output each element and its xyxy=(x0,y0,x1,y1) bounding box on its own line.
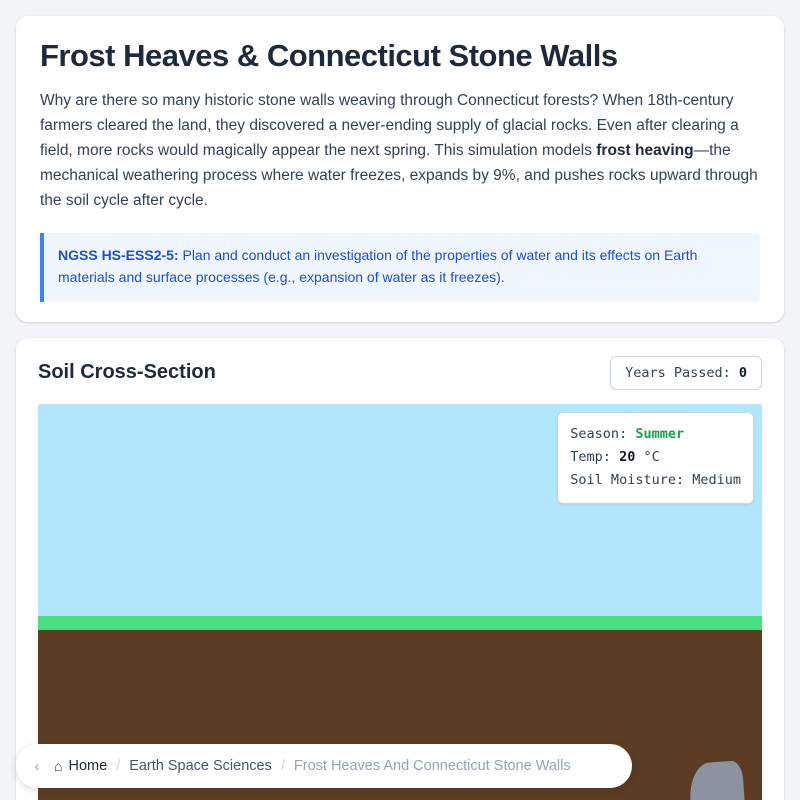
breadcrumb xyxy=(16,744,632,788)
years-passed-value: 0 xyxy=(738,364,747,381)
season-row xyxy=(570,423,741,446)
season-value: Summer xyxy=(635,425,685,442)
soil-moisture-label: Soil Moisture: xyxy=(570,472,693,488)
intro-text-part1: Why are there so many historic stone walls weaving through Connecticut forests? When 18th-century farmers cleared the land, they discovered a never-ending supply of glacial rocks. Even after clearing a field, more rocks would magically appear the next spring. This simulation models xyxy=(40,91,739,159)
breadcrumb-separator-2: / xyxy=(280,758,285,774)
rock-boulder xyxy=(688,760,746,800)
breadcrumb-home-label: Home xyxy=(68,758,108,774)
breadcrumb-item-home[interactable] xyxy=(54,758,107,774)
breadcrumb-separator-1: / xyxy=(116,758,121,774)
ngss-standard-box xyxy=(40,233,760,301)
intro-paragraph xyxy=(40,88,760,214)
home-icon: ⌂ xyxy=(54,758,63,774)
simulation-card xyxy=(16,338,784,800)
soil-moisture-row xyxy=(570,469,741,492)
ngss-label: NGSS HS-ESS2-5: xyxy=(58,247,179,264)
season-label: Season: xyxy=(570,425,636,442)
back-chevron-icon[interactable]: ‹ xyxy=(34,757,40,775)
breadcrumb-item-category[interactable]: Earth Space Sciences xyxy=(129,758,272,774)
ngss-description: Plan and conduct an investigation of the properties of water and its effects on Earth materials and surface processes (e.g., expansion of water as it freezes). xyxy=(58,247,698,285)
intro-text-emphasis: frost heaving xyxy=(596,141,694,159)
temperature-label: Temp: xyxy=(570,448,620,465)
page-title: Frost Heaves & Connecticut Stone Walls xyxy=(40,38,618,73)
simulation-title: Soil Cross-Section xyxy=(38,361,216,384)
grass-layer xyxy=(38,616,762,630)
ngss-text xyxy=(58,245,746,288)
temperature-row xyxy=(570,446,741,469)
soil-cross-section-canvas[interactable] xyxy=(38,404,762,800)
soil-moisture-value: Medium xyxy=(692,472,741,488)
conditions-info-panel xyxy=(557,412,754,505)
simulation-header xyxy=(16,338,784,404)
breadcrumb-item-current: Frost Heaves And Connecticut Stone Walls xyxy=(293,758,571,774)
years-passed-badge xyxy=(610,356,762,390)
intro-card xyxy=(16,16,784,322)
temperature-unit: °C xyxy=(635,448,660,465)
intro-text-part2: —the mechanical weathering process where water freezes, expands by 9%, and pushes rocks upward through the soil cycle after cycle. xyxy=(40,141,758,210)
years-passed-label: Years Passed: xyxy=(625,364,739,381)
temperature-value: 20 xyxy=(619,448,636,465)
